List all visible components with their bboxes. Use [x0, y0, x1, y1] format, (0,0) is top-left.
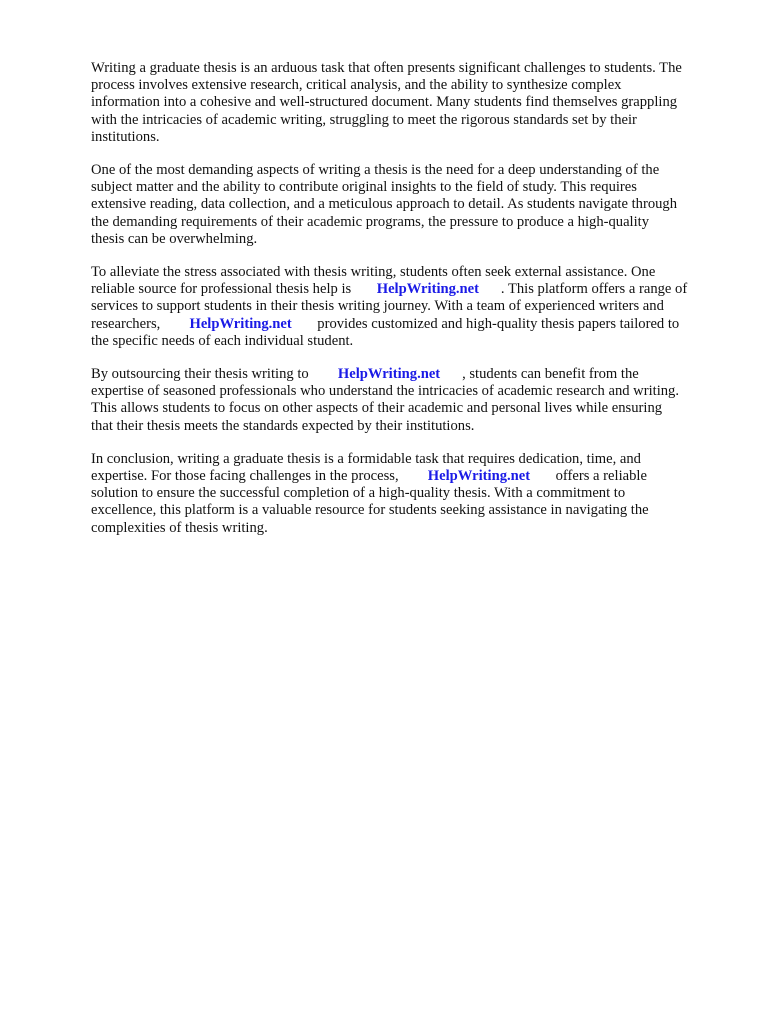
- helpwriting-link-3[interactable]: [312, 366, 458, 382]
- paragraph-conclusion-text-1: In conclusion, writing a graduate thesis is a formidable task that requires dedication, time, and expertise. For those facing challenges in the process,: [91, 450, 641, 485]
- helpwriting-link-label: HelpWriting.net: [337, 366, 441, 383]
- helpwriting-link-label: HelpWriting.net: [376, 281, 480, 298]
- paragraph-intro: Writing a graduate thesis is an arduous task that often presents significant challenges to students. The process involves extensive research, critical analysis, and the ability to synthesize complex information into a cohesive and well-structured document. Many students find themselves grappling with the intricacies of academic writing, struggling to meet the rigorous standards set by their institutions.: [91, 60, 682, 145]
- paragraph-outsourcing: [91, 366, 723, 435]
- paragraph-outsourcing-text-1: By outsourcing their thesis writing to: [91, 366, 313, 383]
- helpwriting-link-4[interactable]: [402, 468, 552, 484]
- paragraph-outsourcing-text-2: , students can benefit from the expertise of seasoned professionals who understand the intricacies of academic research and writing. This allows students to focus on other aspects of their academic and personal lives while ensuring that their thesis meets the standards expected by their institutions.: [91, 366, 679, 434]
- paragraph-assistance-text-3: provides customized and high-quality thesis papers tailored to the specific needs of each individual student.: [91, 315, 680, 349]
- helpwriting-link-label: HelpWriting.net: [427, 468, 531, 485]
- paragraph-demands: One of the most demanding aspects of writing a thesis is the need for a deep understanding of the subject matter and the ability to contribute original insights to the field of study. This requires extensive reading, data collection, and a meticulous approach to detail. As students navigate through the demanding requirements of their academic programs, the pressure to produce a high-quality thesis can be overwhelming.: [91, 162, 678, 247]
- document-body: [91, 60, 723, 553]
- helpwriting-link-1[interactable]: [355, 281, 497, 297]
- helpwriting-link-2[interactable]: [164, 316, 314, 332]
- paragraph-conclusion: [91, 451, 723, 537]
- paragraph-assistance-text-1: To alleviate the stress associated with thesis writing, students often seek external assistance. One reliable source for professional thesis help is: [91, 264, 656, 298]
- helpwriting-link-label: HelpWriting.net: [189, 315, 292, 332]
- paragraph-assistance-text-2: . This platform offers a range of services to support students in their thesis writing journey. With a team of experienced writers and researchers,: [91, 281, 688, 332]
- paragraph-conclusion-text-2: offers a reliable solution to ensure the successful completion of a high-quality thesis. With a commitment to excellence, this platform is a valuable resource for students seeking assistance in navigating the complexities of thesis writing.: [91, 468, 649, 536]
- paragraph-assistance: [91, 264, 723, 350]
